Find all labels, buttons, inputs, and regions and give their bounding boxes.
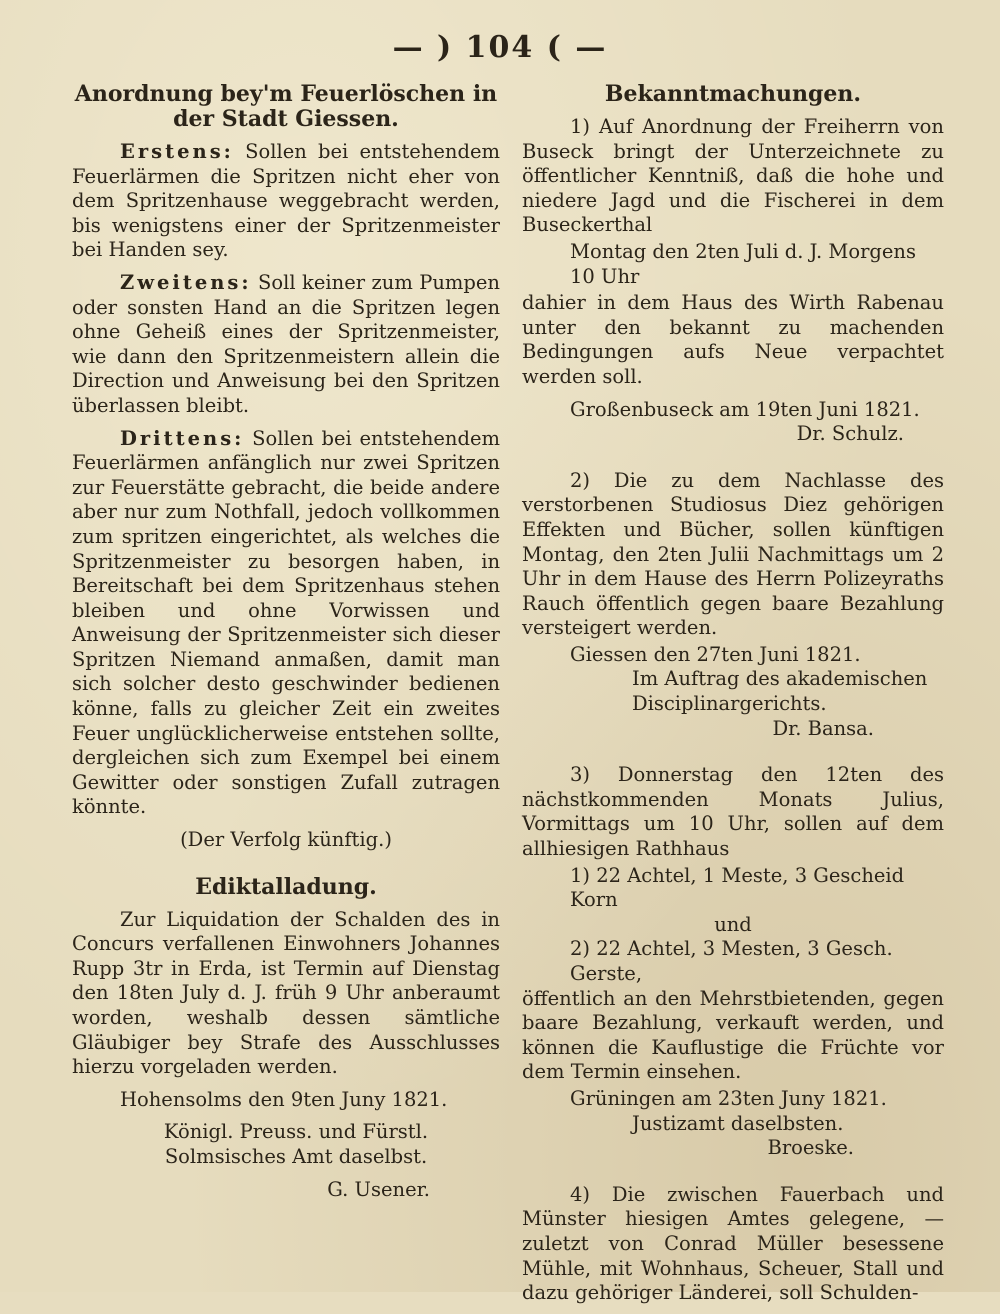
notice-3-signature: Broeske. <box>767 1136 854 1160</box>
notice-2-text: 2) Die zu dem Nachlasse des verstorbenen Studiosus Diez gehörigen Effekten und Bücher, sollen künftigen Montag, den 2ten Julii Nachmittags um 2 Uhr in dem Hause des Herrn Polizeyraths Rauch öffentlich gegen baare Bezahlung versteigert werden. <box>522 468 944 640</box>
page-number-header: — ) 104 ( — <box>392 30 608 65</box>
edict-heading: Ediktalladung. <box>195 873 377 900</box>
notice-1-signature: Dr. Schulz. <box>796 422 904 446</box>
edict-authority: Königl. Preuss. und Fürstl. Solmsisches Amt daselbst. <box>163 1120 429 1168</box>
notice-3-authority: Justizamt daselbsten. <box>632 1111 844 1135</box>
notice-3-place-date: Grüningen am 23ten Juny 1821. <box>570 1086 887 1110</box>
paragraph-first-text: Sollen bei entstehendem Feuerlärmen die Spritzen nicht eher von dem Spritzenhause weggebracht werden, bis wenigstens einer der Spritzenmeister bei Handen sey. <box>72 140 500 262</box>
notice-1-place-date: Großenbuseck am 19ten Juni 1821. <box>570 397 920 421</box>
notice-1-date: Montag den 2ten Juli d. J. Morgens 10 Uhr <box>570 239 916 288</box>
notice-2-place-date: Giessen den 27ten Juni 1821. <box>570 642 861 666</box>
edict-signature: G. Usener. <box>327 1177 430 1201</box>
notice-3-text: 3) Donnerstag den 12ten des nächstkommenden Monats Julius, Vormittags um 10 Uhr, sollen auf dem allhiesigen Rathhaus <box>522 763 944 861</box>
continued-note: (Der Verfolg künftig.) <box>180 828 392 852</box>
right-column <box>522 82 944 1314</box>
notice-3-text-continued: öffentlich an den Mehrstbietenden, gegen baare Bezahlung, verkauft werden, und können die Kauflustige die Früchte vor dem Termin einsehen. <box>522 986 944 1084</box>
paragraph-third <box>72 427 500 821</box>
notice-2-signature: Dr. Bansa. <box>772 716 874 740</box>
paragraph-first <box>72 140 500 263</box>
paragraph-second-label: Zweitens: <box>120 270 252 294</box>
notice-1-text-continued: dahier in dem Haus des Wirth Rabenau unter den bekannt zu machenden Bedingungen aufs Neue verpachtet werden soll. <box>522 291 944 388</box>
notice-2-authority: Im Auftrag des akademischen Disciplinargerichts. <box>632 667 928 716</box>
notice-3-item-2: 2) 22 Achtel, 3 Mesten, 3 Gesch. Gerste, <box>570 937 893 985</box>
edict-place-date: Hohensolms den 9ten Juny 1821. <box>120 1087 448 1111</box>
paragraph-third-label: Drittens: <box>120 426 245 450</box>
notice-4-text: 4) Die zwischen Fauerbach und Münster hiesigen Amtes gelegene, — zuletzt von Conrad Müller besessene Mühle, mit Wohnhaus, Scheuer, Stall und dazu gehöriger Länderei, soll Schulden- <box>522 1182 944 1305</box>
notice-3-item-1: 1) 22 Achtel, 1 Meste, 3 Gescheid Korn <box>570 863 905 912</box>
paragraph-second <box>72 271 500 419</box>
paragraph-first-label: Erstens: <box>120 140 234 163</box>
left-column <box>72 82 500 1210</box>
notice-1-text: 1) Auf Anordnung der Freiherrn von Buseck bringt der Unterzeichnete zu öffentlicher Kenntniß, daß die hohe und niedere Jagd und die Fischerei in dem Buseckerthal <box>522 115 944 237</box>
paragraph-second-text: Soll keiner zum Pumpen oder sonsten Hand an die Spritzen legen ohne Geheiß eines der Spritzenmeister, wie dann den Spritzenmeistern allein die Direction und Anweisung bei den Spritzen überlassen bleibt. <box>72 270 500 417</box>
edict-text: Zur Liquidation der Schalden des in Concurs verfallenen Einwohners Johannes Rupp 3tr in Erda, ist Termin auf Dienstag den 18ten July d. J. früh 9 Uhr anberaumt worden, weshalb dessen sämtliche Gläubiger bey Strafe des Ausschlusses hierzu vorgeladen werden. <box>72 907 500 1079</box>
paragraph-third-text: Sollen bei entstehendem Feuerlärmen anfänglich nur zwei Spritzen zur Feuerstätte gebracht, die beide andere aber nur zum Nothfall, jedoch vollkommen zum spritzen eingerichtet, als welches die Spritzenmeister zu besorgen haben, in Bereitschaft bei dem Spritzenhaus stehen bleiben und ohne Vorwissen und Anweisung der Spritzenmeister sich dieser Spritzen Niemand anmaßen, damit man sich solcher desto geschwinder bedienen könne, falls zu gleicher Zeit ein zweites Feuer unglücklicherweise entstehen sollte, dergleichen sich zum Exempel bei einem Gewitter oder sonstigen Zufall zutragen könnte. <box>72 426 500 819</box>
notice-3-and: und <box>714 912 752 936</box>
fire-ordinance-heading: Anordnung bey'm Feuerlöschen in der Stadt Giessen. <box>74 81 498 132</box>
announcements-heading: Bekanntmachungen. <box>604 81 862 107</box>
